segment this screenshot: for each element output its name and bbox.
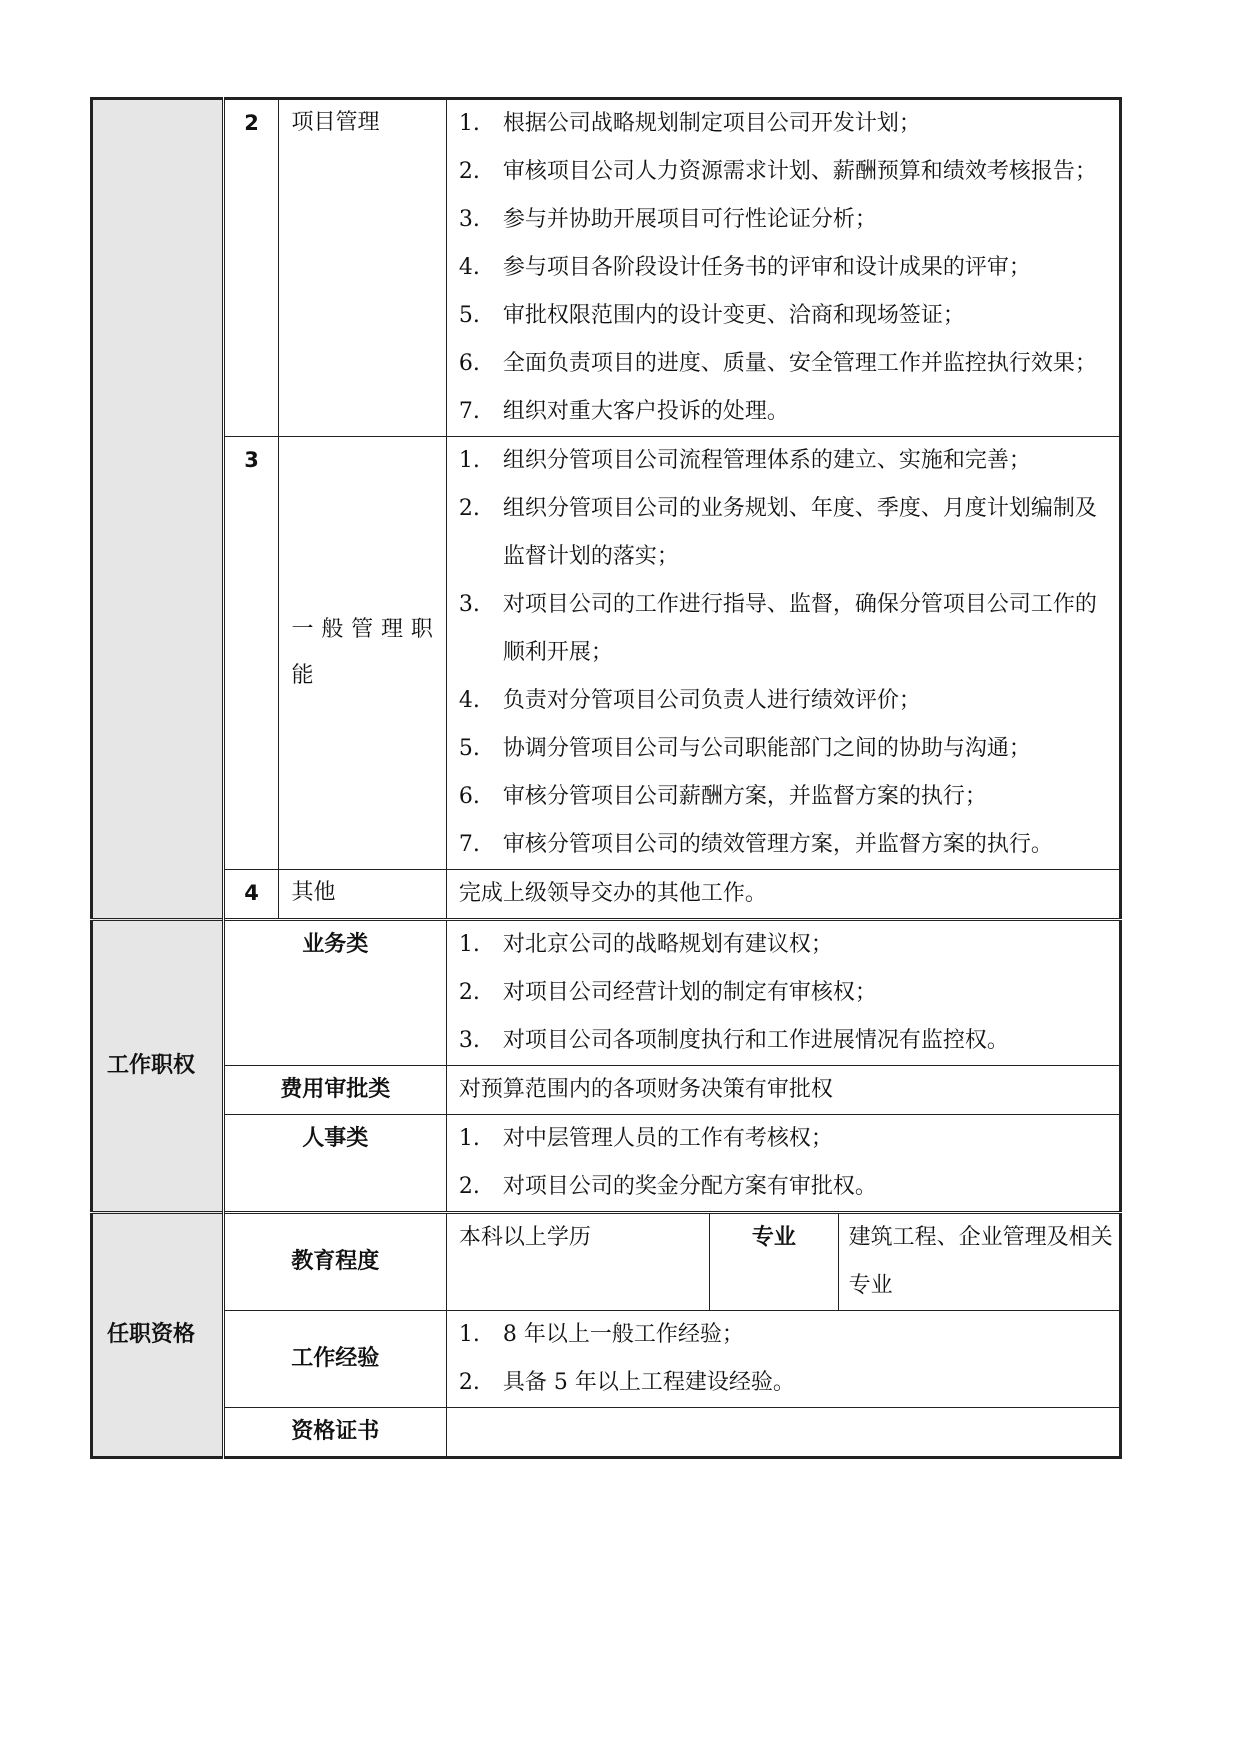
list-item: 3. 参与并协助开展项目可行性论证分析； <box>458 207 877 232</box>
education-label: 教育程度 <box>223 1213 446 1311</box>
authority-business-label: 业务类 <box>223 920 446 1066</box>
experience-label: 工作经验 <box>223 1311 446 1408</box>
qualification-row <box>92 1213 1121 1311</box>
list-item: 5. 审批权限范围内的设计变更、洽商和现场签证； <box>458 303 965 328</box>
list-item: 6. 审核分管项目公司薪酬方案，并监督方案的执行； <box>458 784 987 809</box>
authority-expense-text: 对预算范围内的各项财务决策有审批权 <box>446 1066 1120 1115</box>
experience-items <box>446 1311 1120 1408</box>
authority-section-label: 工作职权 <box>92 920 224 1213</box>
duty-row <box>92 437 1121 870</box>
qualification-row <box>92 1408 1121 1458</box>
certificate-label: 资格证书 <box>223 1408 446 1458</box>
list-item: 2. 对项目公司的奖金分配方案有审批权。 <box>458 1174 877 1199</box>
list-item: 2. 对项目公司经营计划的制定有审核权； <box>458 980 877 1005</box>
duty-name-text: 一般管理职能 <box>291 617 436 688</box>
major-value: 建筑工程、企业管理及相关专业 <box>838 1213 1120 1311</box>
duty-table <box>90 97 1122 1459</box>
duty-name: 项目管理 <box>279 99 446 437</box>
list-item: 4. 参与项目各阶段设计任务书的评审和设计成果的评审； <box>458 255 1031 280</box>
list-item: 5. 协调分管项目公司与公司职能部门之间的协助与沟通； <box>458 736 1031 761</box>
authority-hr-items <box>446 1115 1120 1213</box>
authority-row <box>92 1115 1121 1213</box>
duty-row <box>92 870 1121 920</box>
list-item: 1. 根据公司战略规划制定项目公司开发计划； <box>458 111 921 136</box>
list-item: 1. 组织分管项目公司流程管理体系的建立、实施和完善； <box>458 448 1031 473</box>
list-item: 7. 审核分管项目公司的绩效管理方案，并监督方案的执行。 <box>458 832 1053 857</box>
duty-number: 4 <box>223 870 279 920</box>
education-value: 本科以上学历 <box>446 1213 709 1311</box>
duty-items <box>446 437 1120 870</box>
qualification-section-label: 任职资格 <box>92 1213 224 1458</box>
major-label: 专业 <box>710 1213 838 1311</box>
duties-section-cell <box>92 99 224 920</box>
list-item: 3. 对项目公司的工作进行指导、监督，确保分管项目公司工作的顺利开展； <box>458 592 1097 665</box>
duty-text: 完成上级领导交办的其他工作。 <box>446 870 1120 920</box>
authority-business-items <box>446 920 1120 1066</box>
authority-row <box>92 1066 1121 1115</box>
authority-hr-label: 人事类 <box>223 1115 446 1213</box>
list-item: 1. 对中层管理人员的工作有考核权； <box>458 1126 833 1151</box>
list-item: 2. 具备 5 年以上工程建设经验。 <box>458 1370 795 1395</box>
qualification-row <box>92 1311 1121 1408</box>
duty-name <box>279 437 446 870</box>
duty-number: 3 <box>223 437 279 870</box>
duty-items <box>446 99 1120 437</box>
duty-number: 2 <box>223 99 279 437</box>
list-item: 2. 审核项目公司人力资源需求计划、薪酬预算和绩效考核报告； <box>458 159 1097 184</box>
list-item: 4. 负责对分管项目公司负责人进行绩效评价； <box>458 688 921 713</box>
list-item: 6. 全面负责项目的进度、质量、安全管理工作并监控执行效果； <box>458 351 1097 376</box>
list-item: 2. 组织分管项目公司的业务规划、年度、季度、月度计划编制及监督计划的落实； <box>458 496 1097 569</box>
certificate-value <box>446 1408 1120 1458</box>
duty-row <box>92 99 1121 437</box>
duty-name: 其他 <box>279 870 446 920</box>
list-item: 1. 对北京公司的战略规划有建议权； <box>458 932 833 957</box>
list-item: 1. 8 年以上一般工作经验； <box>458 1322 744 1347</box>
authority-expense-label: 费用审批类 <box>223 1066 446 1115</box>
job-description-table <box>90 97 1122 1459</box>
authority-row <box>92 920 1121 1066</box>
list-item: 7. 组织对重大客户投诉的处理。 <box>458 399 789 424</box>
list-item: 3. 对项目公司各项制度执行和工作进展情况有监控权。 <box>458 1028 1009 1053</box>
